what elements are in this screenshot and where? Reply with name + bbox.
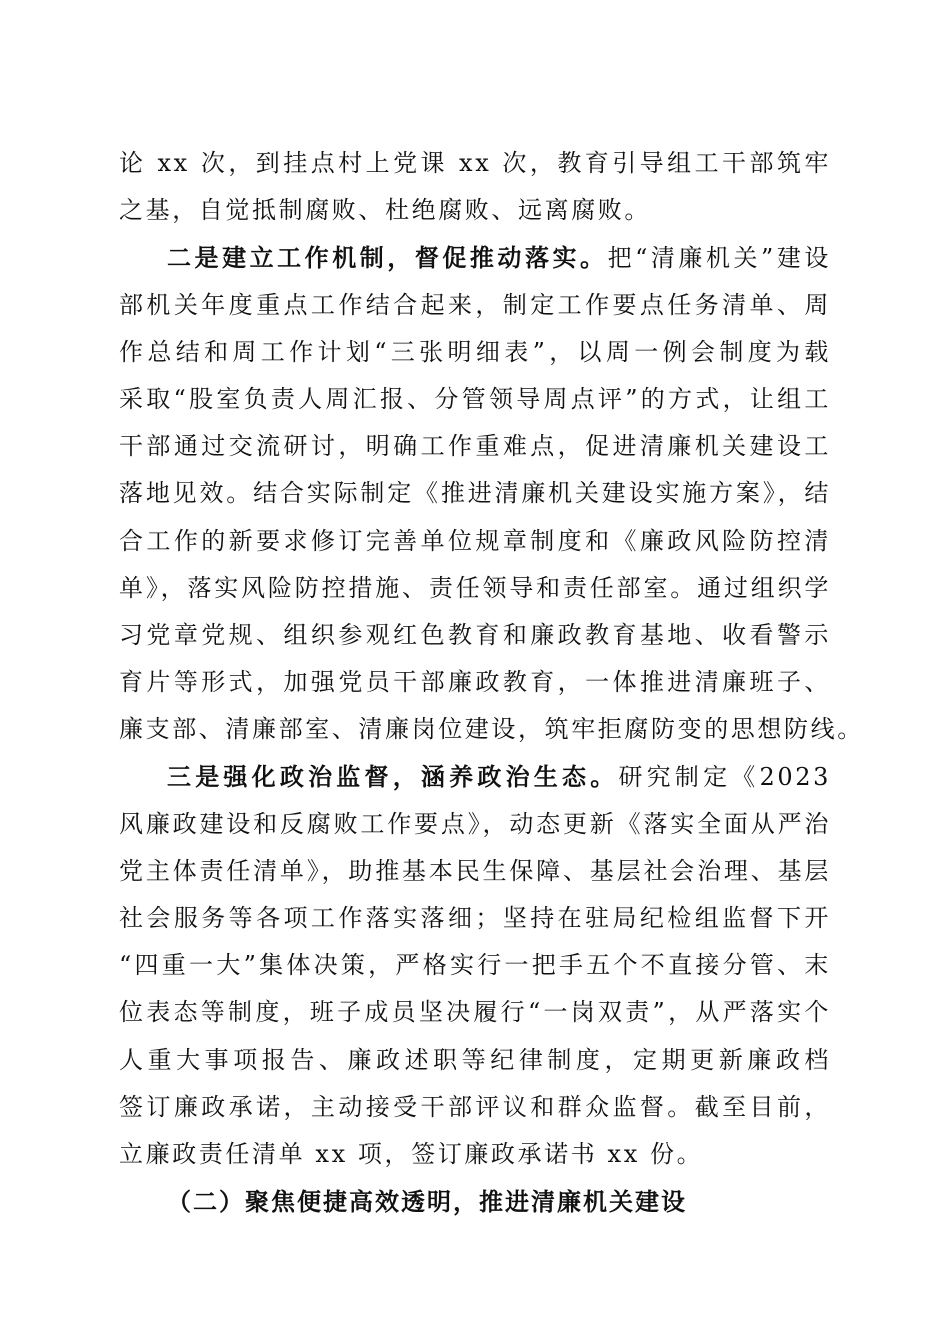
- text-line: 合工作的新要求修订完善单位规章制度和《廉政风险防控清: [119, 526, 831, 555]
- text-line: 单》，落实风险防控措施、责任领导和责任部室。通过组织学: [119, 573, 831, 602]
- paragraph-3-first-line: [119, 753, 831, 800]
- text-line: “四重一大”集体决策，严格实行一把手五个不直接分管、末: [119, 951, 831, 980]
- text-line: 论 xx 次，到挂点村上党课 xx 次，教育引导组工干部筑牢: [119, 149, 831, 177]
- text-line: 育片等形式，加强党员干部廉政教育，一体推进清廉班子、: [119, 668, 831, 697]
- text-line: 部机关年度重点工作结合起来，制定工作要点任务清单、周: [119, 290, 831, 319]
- text-line: 干部通过交流研讨，明确工作重难点，促进清廉机关建设工: [119, 432, 831, 461]
- paragraph-2-first-line: [119, 234, 831, 281]
- document-body: [119, 140, 864, 1225]
- text-line: 立廉政责任清单 xx 项，签订廉政承诺书 xx 份。: [119, 1139, 704, 1168]
- text-line: 廉支部、清廉部室、清廉岗位建设，筑牢拒腐防变的思想防线。: [119, 715, 864, 744]
- text-line: 之基，自觉抵制腐败、杜绝腐败、远离腐败。: [119, 196, 651, 225]
- paragraph-2-first-rest: 把“清廉机关”建设: [607, 244, 831, 273]
- paragraph-2-lead: 二是建立工作机制，督促推动落实。: [167, 243, 608, 273]
- text-line: 落地见效。结合实际制定《推进清廉机关建设实施方案》，结: [119, 479, 831, 508]
- text-line: 党主体责任清单》，助推基本民生保障、基层社会治理、基层: [119, 856, 831, 885]
- text-line: 习党章党规、组织参观红色教育和廉政教育基地、收看警示: [119, 620, 831, 649]
- text-line: 位表态等制度，班子成员坚决履行“一岗双责”，从严落实个: [119, 998, 831, 1027]
- paragraph-3-first-rest: 研究制定《2023: [618, 763, 831, 792]
- text-line: 风廉政建设和反腐败工作要点》，动态更新《落实全面从严治: [119, 809, 831, 838]
- text-line: 人重大事项报告、廉政述职等纪律制度，定期更新廉政档: [119, 1045, 831, 1074]
- text-line: 作总结和周工作计划“三张明细表”，以周一例会制度为载: [119, 337, 831, 366]
- text-line: 采取“股室负责人周汇报、分管领导周点评”的方式，让组工: [119, 384, 831, 413]
- paragraph-3-lead: 三是强化政治监督，涵养政治生态。: [167, 762, 619, 792]
- text-line: 社会服务等各项工作落实落细；坚持在驻局纪检组监督下开: [119, 904, 831, 932]
- text-line: 签订廉政承诺，主动接受干部评议和群众监督。截至目前，: [119, 1092, 831, 1121]
- section-heading: （二）聚焦便捷高效透明，推进清廉机关建设: [167, 1187, 687, 1217]
